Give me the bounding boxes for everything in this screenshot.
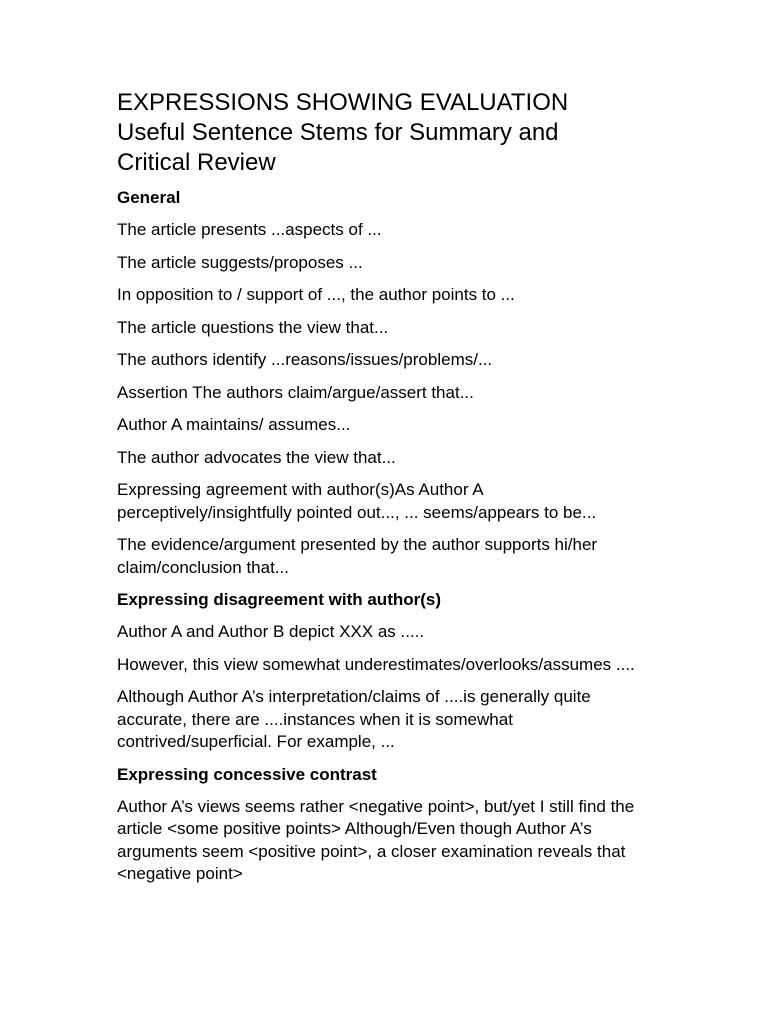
section-disagreement: [117, 589, 637, 754]
section-general: [117, 187, 637, 579]
section-heading: Expressing concessive contrast: [117, 764, 377, 784]
paragraph: Author A maintains/ assumes...: [117, 415, 351, 434]
paragraph: Although Author A’s interpretation/claims of ....is generally quite accurate, there are ....instances when it is somewhat contrived/superficial. For example, ...: [117, 687, 591, 751]
paragraph: The evidence/argument presented by the author supports hi/her claim/conclusion that...: [117, 535, 598, 577]
paragraph: The article suggests/proposes ...: [117, 252, 363, 272]
section-concessive-contrast: [117, 764, 637, 886]
paragraph: Assertion The authors claim/argue/assert that...: [117, 382, 474, 402]
section-heading: General: [117, 188, 181, 207]
paragraph: Author A and Author B depict XXX as .....: [117, 622, 425, 641]
document-page: [117, 88, 637, 886]
paragraph: In opposition to / support of ..., the author points to ...: [117, 285, 515, 304]
paragraph: Author A’s views seems rather <negative point>, but/yet I still find the article <some positive points> Although/Even though Author A’s arguments seem <positive point>, a closer examination reveals that <negative point>: [117, 796, 635, 883]
paragraph: However, this view somewhat underestimates/overlooks/assumes ....: [117, 654, 635, 674]
title-line: EXPRESSIONS SHOWING EVALUATION: [117, 89, 569, 116]
section-heading: Expressing disagreement with author(s): [117, 590, 442, 609]
document-title: [117, 88, 637, 178]
paragraph: The author advocates the view that...: [117, 447, 396, 467]
paragraph: The article presents ...aspects of ...: [117, 220, 382, 239]
title-line: Useful Sentence Stems for Summary and: [117, 119, 559, 146]
paragraph: The article questions the view that...: [117, 317, 389, 337]
paragraph: Expressing agreement with author(s)As Author A perceptively/insightfully pointed out..., ... seems/appears to be...: [117, 480, 597, 522]
title-line: Critical Review: [117, 149, 276, 176]
paragraph: The authors identify ...reasons/issues/problems/...: [117, 350, 493, 369]
